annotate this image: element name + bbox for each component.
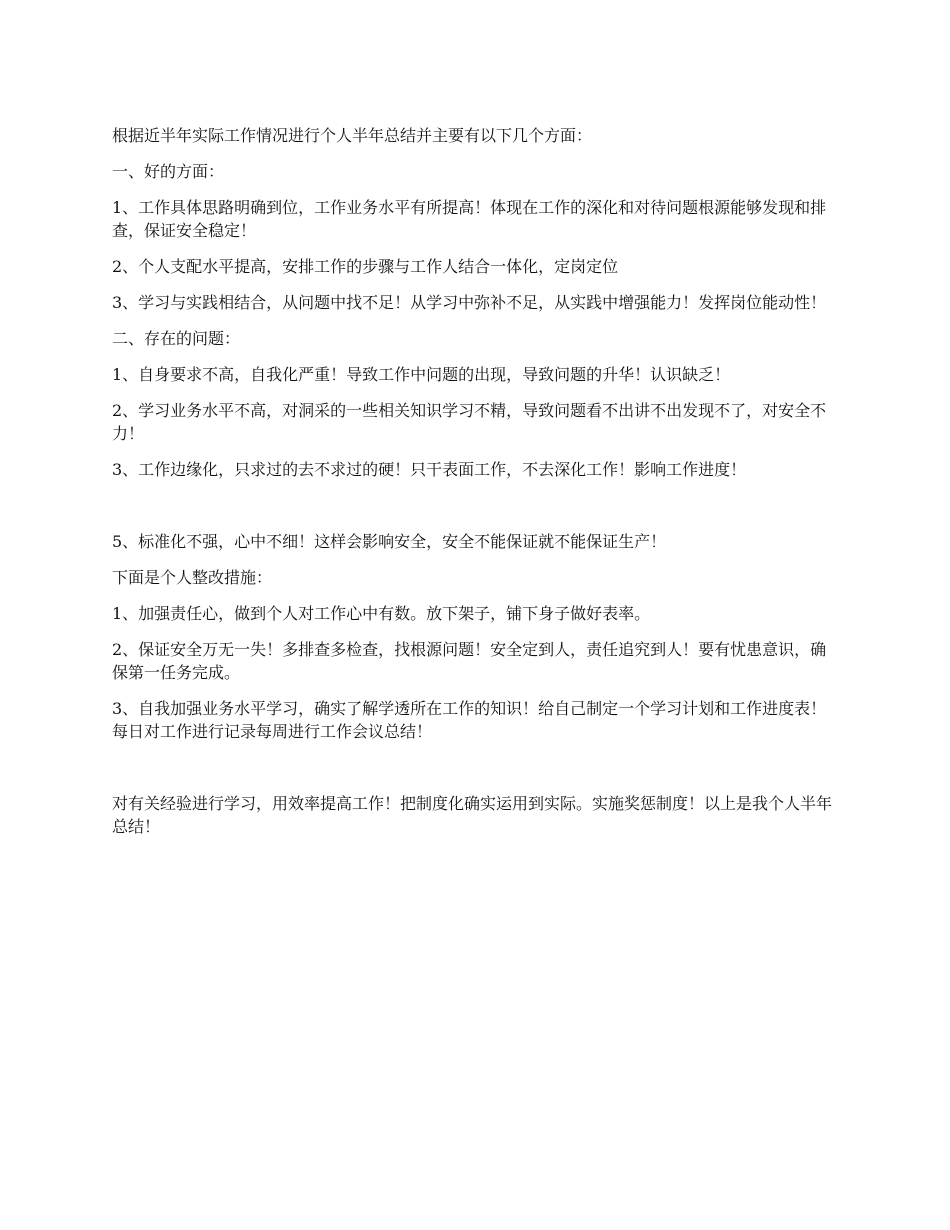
strength-item-3: 3、学习与实践相结合，从问题中找不足！从学习中弥补不足，从实践中增强能力！发挥岗位能动性！ bbox=[112, 293, 827, 312]
problem-item-3: 3、工作边缘化，只求过的去不求过的硬！只干表面工作，不去深化工作！影响工作进度！ bbox=[112, 460, 747, 479]
strength-item-1: 1、工作具体思路明确到位，工作业务水平有所提高！体现在工作的深化和对待问题根源能够发现和排查，保证安全稳定！ bbox=[112, 198, 827, 240]
closing-paragraph: 对有关经验进行学习，用效率提高工作！把制度化确实运用到实际。实施奖惩制度！以上是我个人半年总结！ bbox=[112, 794, 833, 836]
document-body bbox=[112, 124, 842, 851]
intro-paragraph: 根据近半年实际工作情况进行个人半年总结并主要有以下几个方面： bbox=[112, 126, 593, 145]
measure-item-3: 3、自我加强业务水平学习，确实了解学透所在工作的知识！给自己制定一个学习计划和工作进度表！每日对工作进行记录每周进行工作会议总结！ bbox=[112, 699, 827, 741]
measure-item-1: 1、加强责任心，做到个人对工作心中有数。放下架子，铺下身子做好表率。 bbox=[112, 604, 651, 623]
blank-spacer bbox=[112, 494, 842, 530]
measure-item-2: 2、保证安全万无一失！多排查多检查，找根源问题！安全定到人，责任追究到人！要有忧患意识，确保第一任务完成。 bbox=[112, 640, 827, 682]
section-heading-measures: 下面是个人整改措施： bbox=[112, 568, 273, 587]
problem-item-1: 1、自身要求不高，自我化严重！导致工作中问题的出现，导致问题的升华！认识缺乏！ bbox=[112, 365, 731, 384]
section-heading-problems: 二、存在的问题： bbox=[112, 329, 241, 348]
section-heading-strengths: 一、好的方面： bbox=[112, 162, 225, 181]
problem-item-2: 2、学习业务水平不高，对洞采的一些相关知识学习不精，导致问题看不出讲不出发现不了，对安全不力！ bbox=[112, 401, 827, 443]
strength-item-2: 2、个人支配水平提高，安排工作的步骤与工作人结合一体化，定岗定位 bbox=[112, 257, 619, 276]
blank-spacer bbox=[112, 756, 842, 792]
problem-item-5: 5、标准化不强，心中不细！这样会影响安全，安全不能保证就不能保证生产！ bbox=[112, 532, 667, 551]
